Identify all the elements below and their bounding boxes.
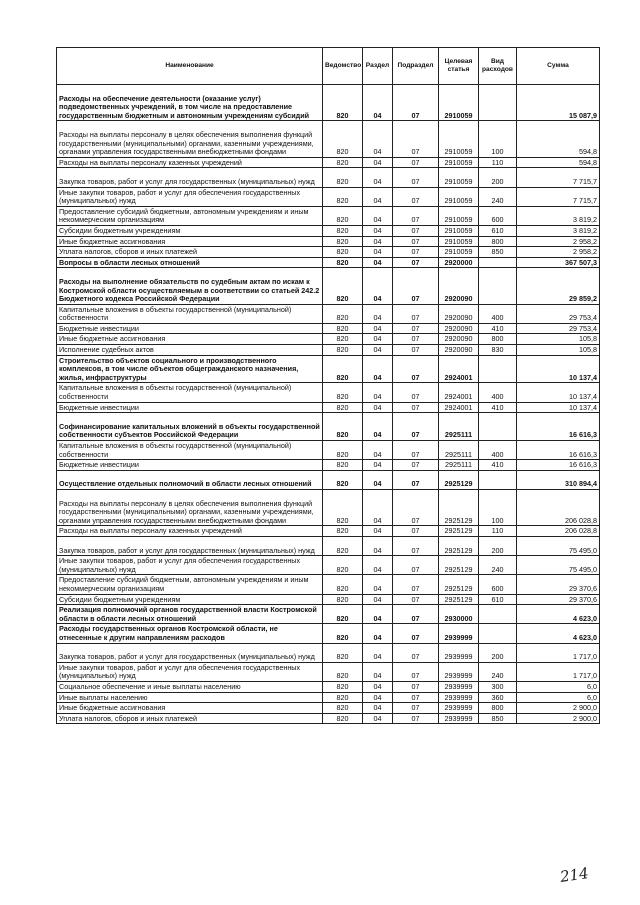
row-target-article: 2910059 [439, 247, 479, 258]
row-section: 04 [363, 537, 393, 556]
row-department: 820 [323, 490, 363, 526]
row-expense-type: 240 [479, 187, 517, 206]
row-subsection: 07 [393, 556, 439, 575]
row-expense-type [479, 624, 517, 643]
row-subsection: 07 [393, 225, 439, 236]
row-subsection: 07 [393, 355, 439, 383]
row-target-article: 2920090 [439, 268, 479, 304]
row-subsection: 07 [393, 157, 439, 168]
table-row [57, 304, 600, 323]
row-name: Социальное обеспечение и иные выплаты населению [57, 681, 323, 692]
row-target-article: 2924001 [439, 355, 479, 383]
row-subsection: 07 [393, 692, 439, 703]
row-department: 820 [323, 526, 363, 537]
row-target-article: 2910059 [439, 121, 479, 157]
row-name: Расходы на выплаты персоналу в целях обеспечения выполнения функций государственными (муниципальными) органами, казенными учреждениями, органами управления государственными внебюджетными фондами [57, 121, 323, 157]
row-expense-type [479, 85, 517, 121]
row-expense-type: 610 [479, 594, 517, 605]
table-row [57, 703, 600, 714]
row-expense-type: 610 [479, 225, 517, 236]
row-section: 04 [363, 236, 393, 247]
row-expense-type: 850 [479, 713, 517, 724]
header-section: Раздел [363, 48, 393, 85]
row-amount: 4 623,0 [517, 624, 600, 643]
row-section: 04 [363, 168, 393, 187]
row-name: Бюджетные инвестиции [57, 402, 323, 413]
row-expense-type: 600 [479, 575, 517, 594]
row-subsection: 07 [393, 526, 439, 537]
row-subsection: 07 [393, 643, 439, 662]
row-target-article: 2925111 [439, 460, 479, 471]
row-name: Капитальные вложения в объекты государственной (муниципальной) собственности [57, 441, 323, 460]
row-name: Иные выплаты населению [57, 692, 323, 703]
row-amount: 16 616,3 [517, 413, 600, 441]
row-target-article: 2920090 [439, 304, 479, 323]
row-expense-type [479, 257, 517, 268]
row-section: 04 [363, 187, 393, 206]
row-section: 04 [363, 206, 393, 225]
row-target-article: 2910059 [439, 187, 479, 206]
row-name: Расходы на выплаты персоналу казенных учреждений [57, 526, 323, 537]
table-body [57, 85, 600, 724]
row-section: 04 [363, 85, 393, 121]
row-amount: 29 859,2 [517, 268, 600, 304]
row-amount: 75 495,0 [517, 537, 600, 556]
table-row [57, 537, 600, 556]
row-section: 04 [363, 323, 393, 334]
row-amount: 367 507,3 [517, 257, 600, 268]
row-expense-type: 100 [479, 121, 517, 157]
row-name: Расходы на выплаты персоналу казенных учреждений [57, 157, 323, 168]
row-expense-type: 100 [479, 490, 517, 526]
row-subsection: 07 [393, 703, 439, 714]
table-row [57, 268, 600, 304]
row-section: 04 [363, 334, 393, 345]
row-subsection: 07 [393, 460, 439, 471]
row-section: 04 [363, 624, 393, 643]
row-target-article: 2930000 [439, 605, 479, 624]
row-amount: 2 958,2 [517, 236, 600, 247]
row-target-article: 2939999 [439, 692, 479, 703]
row-amount: 10 137,4 [517, 355, 600, 383]
row-name: Иные закупки товаров, работ и услуг для обеспечения государственных (муниципальных) нужд [57, 187, 323, 206]
row-expense-type: 200 [479, 643, 517, 662]
row-expense-type: 850 [479, 247, 517, 258]
row-expense-type: 800 [479, 334, 517, 345]
row-amount: 105,8 [517, 345, 600, 356]
table-row [57, 470, 600, 489]
table-row [57, 594, 600, 605]
table-row [57, 681, 600, 692]
row-subsection: 07 [393, 206, 439, 225]
row-amount: 594,8 [517, 157, 600, 168]
row-expense-type: 110 [479, 526, 517, 537]
row-subsection: 07 [393, 121, 439, 157]
row-amount: 6,0 [517, 692, 600, 703]
row-target-article: 2939999 [439, 713, 479, 724]
row-target-article: 2910059 [439, 85, 479, 121]
row-department: 820 [323, 703, 363, 714]
row-section: 04 [363, 304, 393, 323]
row-amount: 2 958,2 [517, 247, 600, 258]
row-amount: 310 894,4 [517, 470, 600, 489]
row-name: Иные закупки товаров, работ и услуг для обеспечения государственных (муниципальных) нужд [57, 556, 323, 575]
row-section: 04 [363, 713, 393, 724]
row-subsection: 07 [393, 575, 439, 594]
row-section: 04 [363, 681, 393, 692]
row-subsection: 07 [393, 323, 439, 334]
row-name: Строительство объектов социального и производственного комплексов, в том числе объектов общегражданского назначения, жилья, инфраструктуры [57, 355, 323, 383]
row-department: 820 [323, 334, 363, 345]
row-section: 04 [363, 470, 393, 489]
row-expense-type [479, 268, 517, 304]
table-row [57, 225, 600, 236]
row-section: 04 [363, 247, 393, 258]
row-target-article: 2939999 [439, 703, 479, 714]
table-row [57, 334, 600, 345]
row-section: 04 [363, 605, 393, 624]
row-target-article: 2920090 [439, 334, 479, 345]
row-amount: 16 616,3 [517, 441, 600, 460]
row-target-article: 2925111 [439, 413, 479, 441]
row-name: Реализация полномочий органов государственной власти Костромской области в области лесных отношений [57, 605, 323, 624]
row-expense-type [479, 413, 517, 441]
row-subsection: 07 [393, 537, 439, 556]
row-section: 04 [363, 490, 393, 526]
row-name: Исполнение судебных актов [57, 345, 323, 356]
row-department: 820 [323, 257, 363, 268]
row-name: Иные бюджетные ассигнования [57, 334, 323, 345]
row-name: Закупка товаров, работ и услуг для государственных (муниципальных) нужд [57, 643, 323, 662]
table-row [57, 526, 600, 537]
row-expense-type [479, 470, 517, 489]
row-section: 04 [363, 703, 393, 714]
row-subsection: 07 [393, 441, 439, 460]
row-section: 04 [363, 526, 393, 537]
table-row [57, 643, 600, 662]
row-department: 820 [323, 121, 363, 157]
row-subsection: 07 [393, 304, 439, 323]
row-section: 04 [363, 692, 393, 703]
table-row [57, 345, 600, 356]
row-name: Капитальные вложения в объекты государственной (муниципальной) собственности [57, 383, 323, 402]
row-department: 820 [323, 157, 363, 168]
row-department: 820 [323, 345, 363, 356]
table-row [57, 413, 600, 441]
row-name: Иные бюджетные ассигнования [57, 236, 323, 247]
table-row [57, 257, 600, 268]
row-amount: 29 370,6 [517, 575, 600, 594]
row-name: Расходы на выполнение обязательств по судебным актам по искам к Костромской области осуществляемым в соответствии со статьей 242.2 Бюджетного кодекса Российской Федерации [57, 268, 323, 304]
table-row [57, 575, 600, 594]
table-row [57, 713, 600, 724]
row-subsection: 07 [393, 470, 439, 489]
row-amount: 29 753,4 [517, 304, 600, 323]
row-name: Субсидии бюджетным учреждениям [57, 225, 323, 236]
row-expense-type: 400 [479, 383, 517, 402]
row-expense-type [479, 355, 517, 383]
row-name: Софинансирование капитальных вложений в объекты государственной собственности субъектов Российской Федерации [57, 413, 323, 441]
table-row [57, 402, 600, 413]
row-name: Капитальные вложения в объекты государственной (муниципальной) собственности [57, 304, 323, 323]
row-section: 04 [363, 402, 393, 413]
row-name: Бюджетные инвестиции [57, 323, 323, 334]
row-section: 04 [363, 575, 393, 594]
row-amount: 29 753,4 [517, 323, 600, 334]
row-target-article: 2925129 [439, 575, 479, 594]
row-name: Расходы на выплаты персоналу в целях обеспечения выполнения функций государственными (муниципальными) органами, казенными учреждениями, органами управления государственными внебюджетными фондами [57, 490, 323, 526]
table-row [57, 168, 600, 187]
row-expense-type: 110 [479, 157, 517, 168]
row-department: 820 [323, 575, 363, 594]
table-row [57, 247, 600, 258]
row-section: 04 [363, 643, 393, 662]
row-subsection: 07 [393, 605, 439, 624]
budget-table [56, 47, 600, 724]
row-expense-type: 410 [479, 402, 517, 413]
row-name: Закупка товаров, работ и услуг для государственных (муниципальных) нужд [57, 537, 323, 556]
row-target-article: 2925129 [439, 470, 479, 489]
row-department: 820 [323, 323, 363, 334]
table-row [57, 157, 600, 168]
row-target-article: 2910059 [439, 206, 479, 225]
header-subsection: Подраздел [393, 48, 439, 85]
row-amount: 206 028,8 [517, 526, 600, 537]
row-amount: 10 137,4 [517, 383, 600, 402]
row-name: Вопросы в области лесных отношений [57, 257, 323, 268]
row-subsection: 07 [393, 594, 439, 605]
table-row [57, 206, 600, 225]
row-department: 820 [323, 236, 363, 247]
table-row [57, 624, 600, 643]
row-subsection: 07 [393, 490, 439, 526]
row-target-article: 2920090 [439, 323, 479, 334]
row-department: 820 [323, 187, 363, 206]
header-target-article: Целевая статья [439, 48, 479, 85]
row-expense-type: 240 [479, 556, 517, 575]
row-target-article: 2925129 [439, 594, 479, 605]
row-section: 04 [363, 662, 393, 681]
row-department: 820 [323, 441, 363, 460]
row-target-article: 2925111 [439, 441, 479, 460]
row-department: 820 [323, 268, 363, 304]
row-section: 04 [363, 225, 393, 236]
row-department: 820 [323, 85, 363, 121]
row-subsection: 07 [393, 247, 439, 258]
row-amount: 2 900,0 [517, 713, 600, 724]
row-amount: 15 087,9 [517, 85, 600, 121]
row-amount: 6,0 [517, 681, 600, 692]
table-row [57, 441, 600, 460]
row-name: Иные закупки товаров, работ и услуг для обеспечения государственных (муниципальных) нужд [57, 662, 323, 681]
row-target-article: 2920090 [439, 345, 479, 356]
row-subsection: 07 [393, 402, 439, 413]
row-subsection: 07 [393, 681, 439, 692]
row-section: 04 [363, 441, 393, 460]
row-expense-type: 800 [479, 236, 517, 247]
row-target-article: 2925129 [439, 526, 479, 537]
header-amount: Сумма [517, 48, 600, 85]
row-subsection: 07 [393, 662, 439, 681]
row-subsection: 07 [393, 257, 439, 268]
row-amount: 16 616,3 [517, 460, 600, 471]
header-expense-type: Вид расходов [479, 48, 517, 85]
row-amount: 10 137,4 [517, 402, 600, 413]
row-department: 820 [323, 225, 363, 236]
row-subsection: 07 [393, 383, 439, 402]
row-name: Иные бюджетные ассигнования [57, 703, 323, 714]
header-department: Ведомство [323, 48, 363, 85]
row-expense-type: 410 [479, 460, 517, 471]
row-target-article: 2910059 [439, 168, 479, 187]
row-department: 820 [323, 624, 363, 643]
row-subsection: 07 [393, 413, 439, 441]
row-subsection: 07 [393, 85, 439, 121]
row-amount: 3 819,2 [517, 206, 600, 225]
header-name: Наименование [57, 48, 323, 85]
row-subsection: 07 [393, 345, 439, 356]
table-row [57, 323, 600, 334]
row-expense-type: 200 [479, 537, 517, 556]
table-row [57, 383, 600, 402]
row-amount: 1 717,0 [517, 662, 600, 681]
row-amount: 4 623,0 [517, 605, 600, 624]
table-row [57, 187, 600, 206]
row-department: 820 [323, 713, 363, 724]
row-amount: 3 819,2 [517, 225, 600, 236]
table-row [57, 460, 600, 471]
row-name: Уплата налогов, сборов и иных платежей [57, 247, 323, 258]
row-amount: 1 717,0 [517, 643, 600, 662]
row-expense-type: 400 [479, 441, 517, 460]
row-name: Субсидии бюджетным учреждениям [57, 594, 323, 605]
row-amount: 105,8 [517, 334, 600, 345]
row-subsection: 07 [393, 334, 439, 345]
row-amount: 594,8 [517, 121, 600, 157]
row-department: 820 [323, 168, 363, 187]
table-row [57, 490, 600, 526]
table-row [57, 692, 600, 703]
row-expense-type: 410 [479, 323, 517, 334]
row-department: 820 [323, 247, 363, 258]
row-amount: 7 715,7 [517, 187, 600, 206]
row-section: 04 [363, 345, 393, 356]
table-row [57, 236, 600, 247]
row-target-article: 2939999 [439, 643, 479, 662]
row-expense-type: 830 [479, 345, 517, 356]
row-name: Закупка товаров, работ и услуг для государственных (муниципальных) нужд [57, 168, 323, 187]
row-name: Расходы на обеспечение деятельности (оказание услуг) подведомственных учреждений, в том числе на предоставление государственным бюджетным и автономным учреждениям субсидий [57, 85, 323, 121]
row-expense-type: 600 [479, 206, 517, 225]
row-target-article: 2939999 [439, 681, 479, 692]
row-target-article: 2939999 [439, 662, 479, 681]
row-amount: 29 370,6 [517, 594, 600, 605]
row-department: 820 [323, 206, 363, 225]
table-row [57, 556, 600, 575]
row-department: 820 [323, 383, 363, 402]
row-expense-type: 240 [479, 662, 517, 681]
row-section: 04 [363, 268, 393, 304]
row-subsection: 07 [393, 187, 439, 206]
row-section: 04 [363, 355, 393, 383]
row-department: 820 [323, 692, 363, 703]
row-department: 820 [323, 537, 363, 556]
row-name: Предоставление субсидий бюджетным, автономным учреждениям и иным некоммерческим организациям [57, 575, 323, 594]
row-target-article: 2925129 [439, 537, 479, 556]
row-target-article: 2910059 [439, 225, 479, 236]
row-name: Уплата налогов, сборов и иных платежей [57, 713, 323, 724]
table-row [57, 662, 600, 681]
row-section: 04 [363, 460, 393, 471]
row-department: 820 [323, 643, 363, 662]
row-department: 820 [323, 662, 363, 681]
row-expense-type [479, 605, 517, 624]
row-department: 820 [323, 304, 363, 323]
row-department: 820 [323, 355, 363, 383]
row-name: Предоставление субсидий бюджетным, автономным учреждениям и иным некоммерческим организациям [57, 206, 323, 225]
row-amount: 7 715,7 [517, 168, 600, 187]
row-amount: 2 900,0 [517, 703, 600, 714]
row-amount: 75 495,0 [517, 556, 600, 575]
row-target-article: 2910059 [439, 236, 479, 247]
row-department: 820 [323, 413, 363, 441]
table-row [57, 121, 600, 157]
row-subsection: 07 [393, 268, 439, 304]
row-section: 04 [363, 121, 393, 157]
page-number: 214 [558, 864, 590, 886]
row-department: 820 [323, 402, 363, 413]
row-department: 820 [323, 605, 363, 624]
row-subsection: 07 [393, 236, 439, 247]
row-expense-type: 400 [479, 304, 517, 323]
row-target-article: 2939999 [439, 624, 479, 643]
row-target-article: 2924001 [439, 402, 479, 413]
row-department: 820 [323, 594, 363, 605]
row-target-article: 2924001 [439, 383, 479, 402]
row-department: 820 [323, 556, 363, 575]
table-row [57, 355, 600, 383]
row-section: 04 [363, 383, 393, 402]
row-target-article: 2925129 [439, 556, 479, 575]
row-target-article: 2910059 [439, 157, 479, 168]
row-department: 820 [323, 470, 363, 489]
table-row [57, 605, 600, 624]
row-name: Осуществление отдельных полномочий в области лесных отношений [57, 470, 323, 489]
row-section: 04 [363, 556, 393, 575]
row-department: 820 [323, 681, 363, 692]
row-department: 820 [323, 460, 363, 471]
row-subsection: 07 [393, 713, 439, 724]
row-section: 04 [363, 157, 393, 168]
row-expense-type: 360 [479, 692, 517, 703]
table-row [57, 85, 600, 121]
row-name: Расходы государственных органов Костромской области, не отнесенные к другим направлениям расходов [57, 624, 323, 643]
row-section: 04 [363, 257, 393, 268]
row-expense-type: 200 [479, 168, 517, 187]
row-expense-type: 800 [479, 703, 517, 714]
row-subsection: 07 [393, 168, 439, 187]
row-section: 04 [363, 413, 393, 441]
row-amount: 206 028,8 [517, 490, 600, 526]
row-target-article: 2925129 [439, 490, 479, 526]
row-name: Бюджетные инвестиции [57, 460, 323, 471]
row-expense-type: 300 [479, 681, 517, 692]
row-section: 04 [363, 594, 393, 605]
row-subsection: 07 [393, 624, 439, 643]
table-header-row [57, 48, 600, 85]
row-target-article: 2920000 [439, 257, 479, 268]
